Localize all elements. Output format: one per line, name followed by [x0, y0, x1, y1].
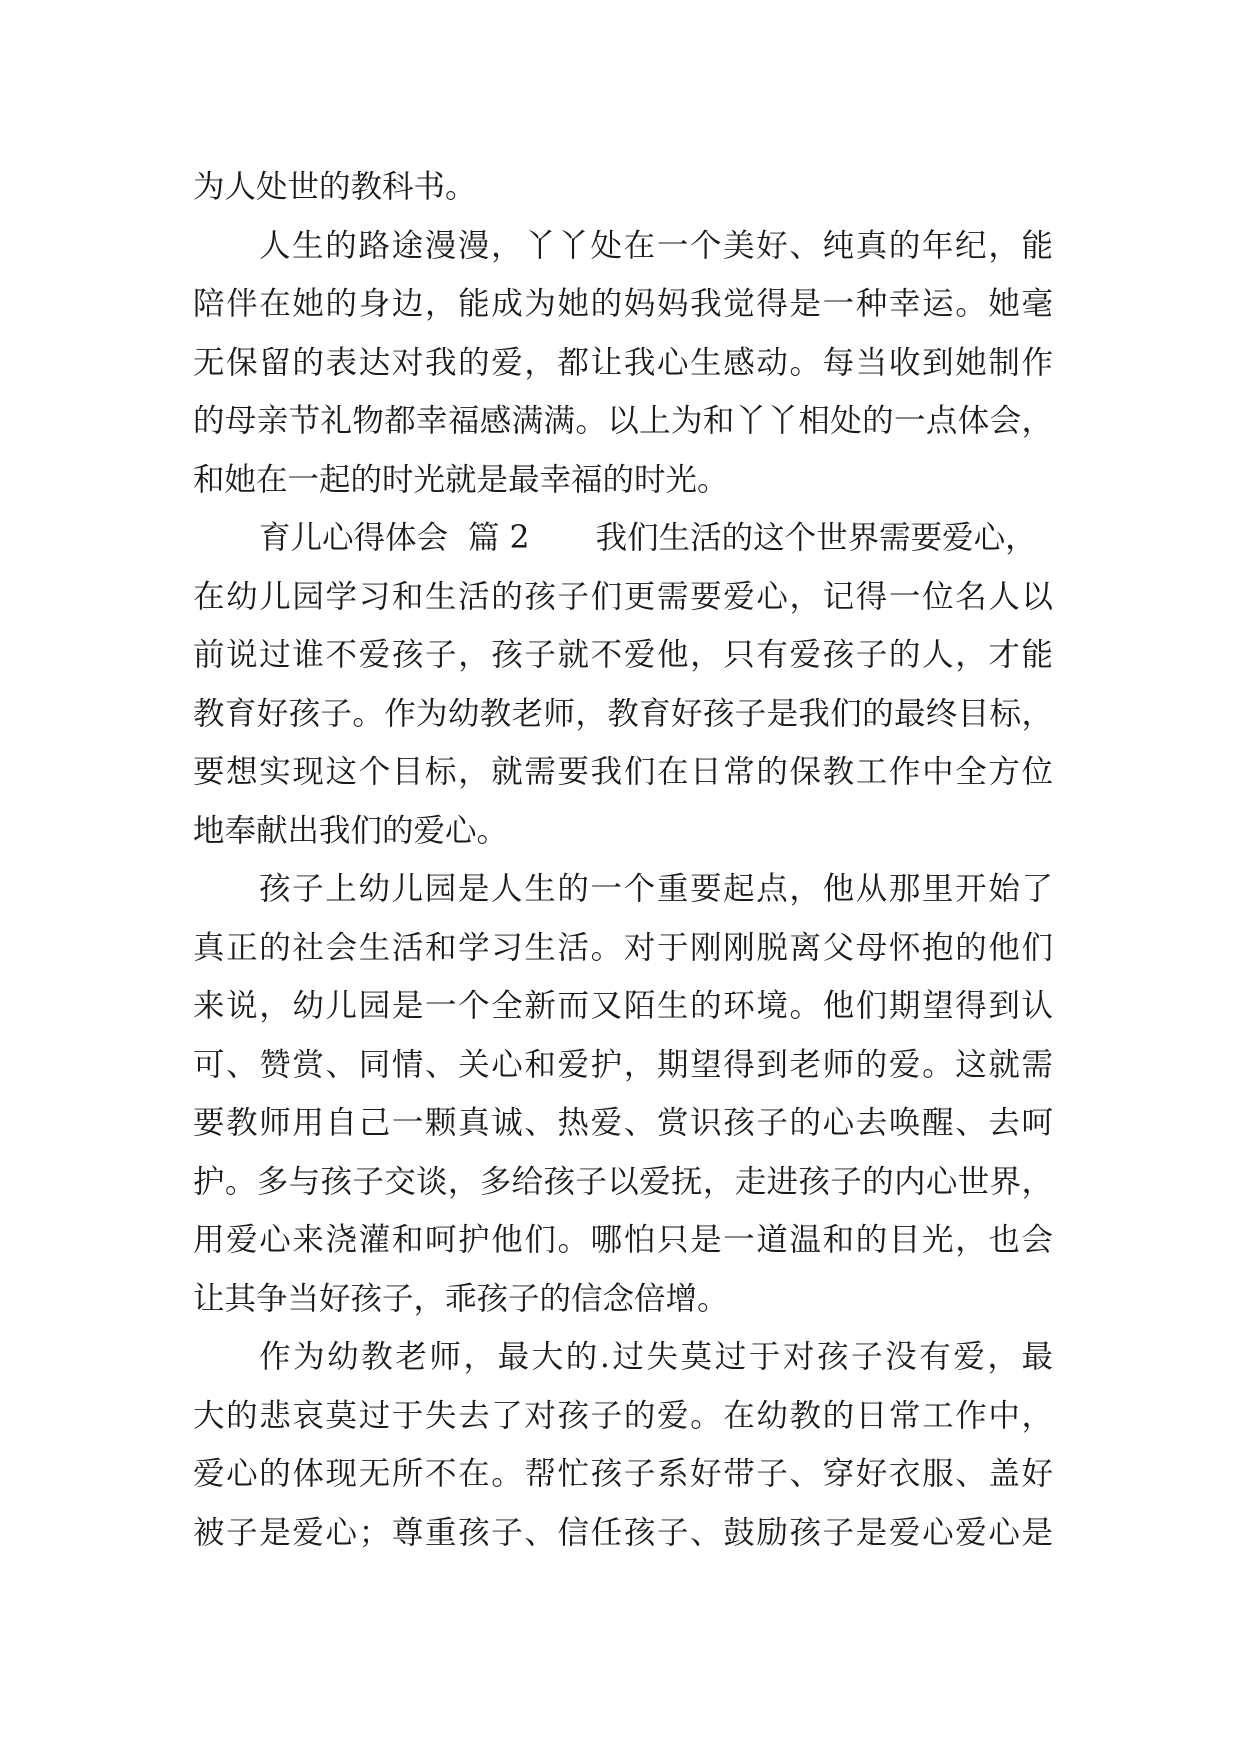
text-line: 可、赞赏、同情、关心和爱护，期望得到老师的爱。这就需 [193, 1046, 1053, 1083]
text-line: 被子是爱心；尊重孩子、信任孩子、鼓励孩子是爱心爱心是 [193, 1514, 1053, 1551]
text-line: 大的悲哀莫过于失去了对孩子的爱。在幼教的日常工作中， [193, 1397, 1053, 1434]
text-line: 陪伴在她的身边，能成为她的妈妈我觉得是一种幸运。她毫 [193, 286, 1053, 322]
text-line: 教育好孩子。作为幼教老师，教育好孩子是我们的最终目标， [193, 695, 1053, 732]
text-line: 为人处世的教科书。 [193, 169, 477, 205]
text-line: 要教师用自己一颗真诚、热爱、赏识孩子的心去唤醒、去呵 [193, 1105, 1053, 1141]
text-line: 孩子上幼儿园是人生的一个重要起点，他从那里开始了 [259, 871, 1053, 907]
text-line: 和她在一起的时光就是最幸福的时光。 [193, 461, 729, 498]
text-line: 作为幼教老师，最大的.过失莫过于对孩子没有爱，最 [259, 1339, 1053, 1375]
text-line: 爱心的体现无所不在。帮忙孩子系好带子、穿好衣服、盖好 [193, 1456, 1053, 1492]
paragraph [193, 1328, 1053, 1562]
text-line: 用爱心来浇灌和呵护他们。哪怕只是一道温和的目光，也会 [193, 1222, 1053, 1258]
text-line: 来说，幼儿园是一个全新而又陌生的环境。他们期望得到认 [193, 988, 1053, 1024]
text-line: 护。多与孩子交谈，多给孩子以爱抚，走进孩子的内心世界， [193, 1163, 1053, 1200]
document-body [193, 158, 1053, 1562]
section-heading-line [193, 509, 1053, 568]
text-line: 人生的路途漫漫，丫丫处在一个美好、纯真的年纪，能 [259, 227, 1053, 264]
paragraph [193, 860, 1053, 1328]
paragraph [193, 217, 1053, 510]
text-line: 在幼儿园学习和生活的孩子们更需要爱心，记得一位名人以 [193, 578, 1053, 615]
text-line-continuation: 我们生活的这个世界需要爱心， [595, 520, 1037, 556]
text-line: 真正的社会生活和学习生活。对于刚刚脱离父母怀抱的他们 [193, 929, 1053, 966]
text-line: 的母亲节礼物都幸福感满满。以上为和丫丫相处的一点体会， [193, 403, 1053, 439]
paragraph-continuation [193, 158, 1053, 217]
section-heading: 育儿心得体会 篇 2 [259, 520, 530, 556]
text-line: 前说过谁不爱孩子，孩子就不爱他，只有爱孩子的人，才能 [193, 637, 1053, 673]
paragraph-section-2 [193, 509, 1053, 860]
text-line: 要想实现这个目标，就需要我们在日常的保教工作中全方位 [193, 754, 1053, 790]
text-line: 无保留的表达对我的爱，都让我心生感动。每当收到她制作 [193, 344, 1053, 381]
text-line: 让其争当好孩子，乖孩子的信念倍增。 [193, 1280, 729, 1317]
text-line: 地奉献出我们的爱心。 [193, 812, 509, 849]
